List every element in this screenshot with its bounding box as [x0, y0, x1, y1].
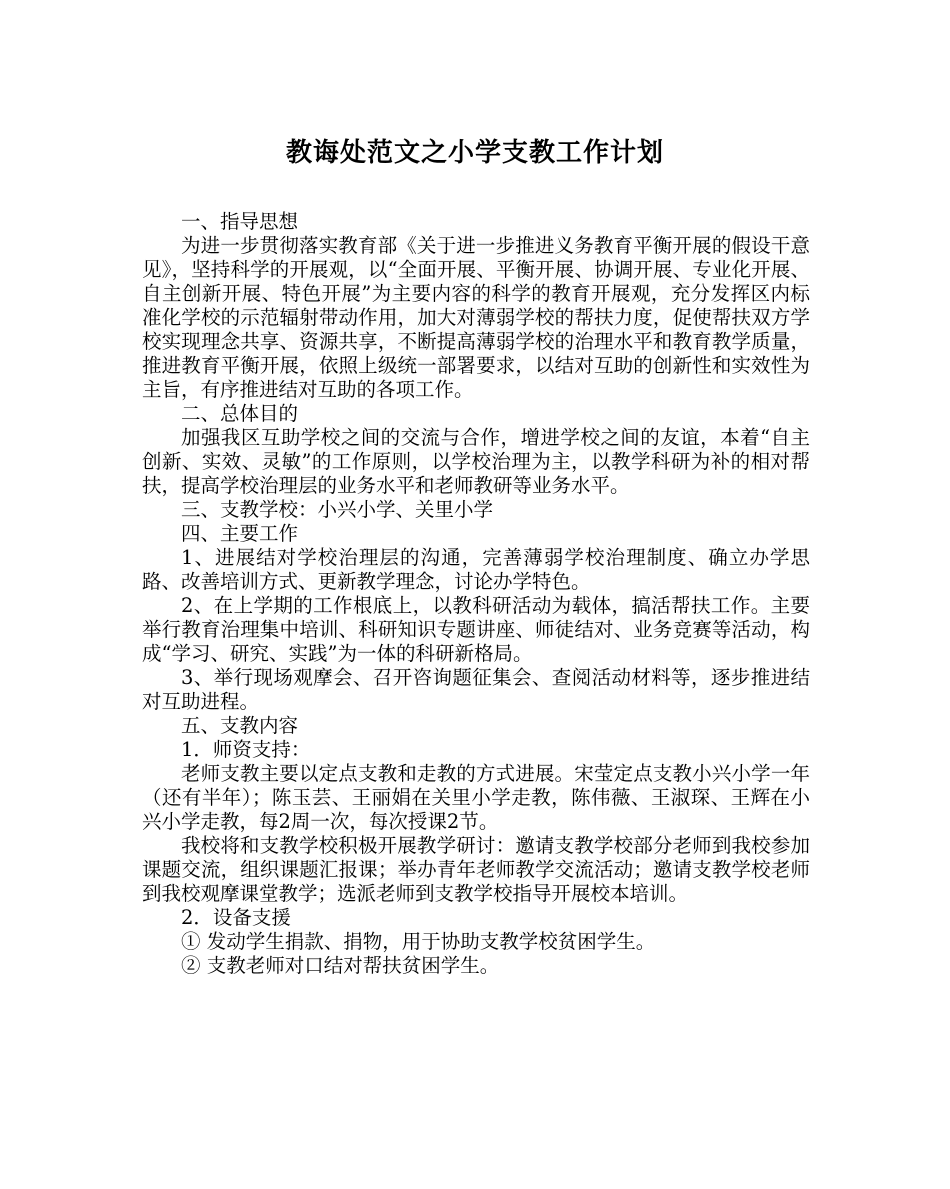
list-item-pairing: ② 支教老师对口结对帮扶贫困学生。 — [181, 954, 500, 977]
paragraph-main-work-3: 3、举行现场观摩会、召开咨询题征集会、查阅活动材料等，逐步推进结对互助进程。 — [142, 666, 810, 713]
section-heading-schools: 三、支教学校：小兴小学、关里小学 — [181, 498, 494, 521]
subheading-equipment-support: 2．设备支援 — [181, 906, 291, 929]
paragraph-overall-goal: 加强我区互助学校之间的交流与合作，增进学校之间的友谊，本着“自主创新、实效、灵敏”的工作原则，以学校治理为主，以教学科研为补的相对帮扶，提高学校治理层的业务水平和老师教研等业务水平。 — [142, 426, 810, 497]
section-heading-overall-goal: 二、总体目的 — [181, 402, 299, 425]
document-title: 教诲处范文之小学支教工作计划 — [285, 138, 664, 168]
section-heading-support-content: 五、支教内容 — [181, 714, 299, 737]
section-heading-main-work: 四、主要工作 — [181, 522, 299, 545]
document-body — [142, 210, 810, 978]
subheading-teacher-support: 1．师资支持： — [181, 738, 311, 761]
paragraph-teaching-research: 我校将和支教学校积极开展教学研讨：邀请支教学校部分老师到我校参加课题交流，组织课题汇报课；举办青年老师教学交流活动；邀请支教学校老师到我校观摩课堂教学；选派老师到支教学校指导开展校本培训。 — [142, 834, 810, 905]
section-heading-guiding-thought: 一、指导思想 — [181, 210, 299, 233]
paragraph-main-work-2: 2、在上学期的工作根底上，以教科研活动为载体，搞活帮扶工作。主要举行教育治理集中培训、科研知识专题讲座、师徒结对、业务竞赛等活动，构成“学习、研究、实践”为一体的科研新格局。 — [142, 594, 810, 665]
paragraph-teacher-support: 老师支教主要以定点支教和走教的方式进展。宋莹定点支教小兴小学一年（还有半年）；陈玉芸、王丽娟在关里小学走教，陈伟薇、王淑琛、王辉在小兴小学走教，每2周一次，每次授课2节。 — [142, 762, 810, 833]
list-item-donation: ① 发动学生捐款、捐物，用于协助支教学校贫困学生。 — [181, 930, 656, 953]
paragraph-main-work-1: 1、进展结对学校治理层的沟通，完善薄弱学校治理制度、确立办学思路、改善培训方式、更新教学理念，讨论办学特色。 — [142, 546, 810, 593]
paragraph-guiding-thought: 为进一步贯彻落实教育部《关于进一步推进义务教育平衡开展的假设干意见》，坚持科学的开展观，以“全面开展、平衡开展、协调开展、专业化开展、自主创新开展、特色开展”为主要内容的科学的教育开展观，充分发挥区内标准化学校的示范辐射带动作用，加大对薄弱学校的帮扶力度，促使帮扶双方学校实现理念共享、资源共享，不断提高薄弱学校的治理水平和教育教学质量，推进教育平衡开展，依照上级统一部署要求，以结对互助的创新性和实效性为主旨，有序推进结对互助的各项工作。 — [142, 234, 810, 401]
